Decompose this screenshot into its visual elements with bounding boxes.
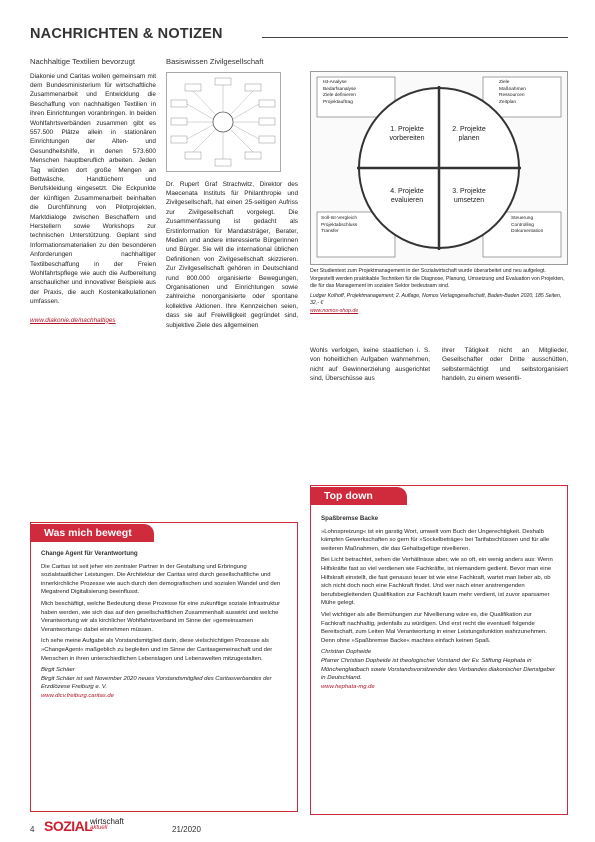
project-cycle-diagram bbox=[310, 71, 568, 265]
article-textiles-body: Diakonie und Caritas wollen gemeinsam mit dem Bundesministerium für wirtschaftliche Zusammenarbeit und Entwicklung die Beschaffung von nachhaltigen Textilien in ihren Einrichtungen voranbringen. In beiden Wohlfahrtsverbänden zusammen gibt es 557.500 Plätze allein in stationären Einrichtungen der Alten- und Gesundheitshilfe, in denen 573.600 Menschen hauptberuflich arbeiten. Jeden Tag würden dort große Mengen an Bettwäsche, Handtüchern und Berufskleidung eingesetzt. Die Eckpunkte der künftigen Zusammenarbeit beinhalten die Durchführung von Pilotprojekten, Marktdialoge zwischen Beschaffern und Herstellern sowie Workshops zur technischen Unterstützung. Geplant sind Informationsmaterialien zu den besonderen Anforderungen nachhaltiger Textilbeschaffung in der Freien Wohlfahrtspflege wie auch die Aufbereitung anschaulicher und innovativer Beispiele aus der Praxis, die auch Kostenkalkulationen umfassen. bbox=[30, 72, 156, 306]
box-top-down-sig1: Christian Dopheide bbox=[321, 649, 372, 656]
box-top-down bbox=[310, 485, 568, 815]
box-was-mich-bewegt-sig2: Birgit Schäer ist seit November 2020 neues Vorstandsmitglied des Caritasverbandes der Erzdiözese Freiburg e. V. bbox=[41, 675, 272, 691]
cycle-tr-item: Ressourcen bbox=[499, 93, 525, 98]
cycle-q1-label: 1. Projekte vorbereiten bbox=[389, 126, 425, 142]
logo-sub bbox=[90, 818, 124, 832]
cycle-q4-label: 3. Projekte umsetzen bbox=[452, 188, 486, 204]
box-was-mich-bewegt-title: Was mich bewegt bbox=[30, 524, 154, 542]
caption-link[interactable]: www.nomos-shop.de bbox=[310, 307, 359, 314]
cycle-tr-item: Zeitplan bbox=[499, 99, 517, 105]
box-was-mich-bewegt-p2: Mich beschäftigt, welche Bedeutung diese Prozesse für eine zukunftige soziale Infrastruktur haben werden, wie sich das auf den gesellschaftlichen Zusammenhalt auswirkt und welche Verantwortung wir als kirchlicher Wohlfahrtsverband im Sinne der »gemeinsamen Verantwortung« dabei einnehmen müssen. bbox=[41, 600, 281, 633]
caption-text: Der Studientext zum Projektmanagement in der Sozialwirtschaft wurde überarbeitet und neu aufgelegt. Vorgestellt werden praktikable Techniken für die Diagnose, Planung, Umsetzung und Evaluation von Projekten, die für das Management im sozialen Sektor bedeutsam sind. bbox=[310, 268, 565, 290]
cycle-tl-item: Ziele definieren bbox=[323, 93, 356, 98]
box-was-mich-bewegt-p3: Ich sehe meine Aufgabe als Vorstandsmitglied darin, diese vielschichtigen Prozesse als »ChangeAgent« maßgeblich zu begleiten und im Sinne der Caritasgemeinschaft und der Menschen in ihren unterschiedlichen Lebenslagen und Lebenswelten mitzugestalten. bbox=[41, 638, 273, 662]
cycle-tl-list bbox=[323, 80, 393, 106]
page-number: 4 bbox=[30, 825, 35, 834]
article-civil-society bbox=[166, 57, 298, 330]
logo-sub1: wirtschaft bbox=[90, 817, 124, 826]
cycle-br-list bbox=[511, 216, 559, 236]
cycle-tr-list bbox=[499, 80, 559, 106]
cycle-tl-item: Projektauftrag bbox=[323, 99, 353, 105]
cycle-bl-item: Transfer bbox=[321, 229, 339, 234]
article-civil-society-cont-a-body: Wohls verfolgen, keine staatlichen i. S. von hoheitlichen Aufgaben wahrnehmen, nicht auf Gewinnerzielung ausgerichtet sind, Überschüsse aus bbox=[310, 347, 430, 383]
box-top-down-subtitle: Spaßbremse Backe bbox=[321, 515, 379, 522]
caption-source: Ludger Kolhoff, Projektmanagement; 2. Auflage, Nomos Verlagsgesellschaft, Baden-Baden 2020, 185 Seiten, 32,- € bbox=[310, 292, 562, 307]
box-top-down-p2: Bei Licht betrachtet, sehen die Verhältnisse aber, wie so oft, ein wenig anders aus: Wenn Hilfskräfte fast so viel verdienen wie Fachkräfte, ist niemandem gedient. Bevor man eine Hilfskraft einstellt, die fast genauso teuer ist wie eine Fachkraft, wartet man lieber ab, ob sich nicht doch noch eine Fachkraft findet. Und wer nach einer anstrengenden berufsbegleitenden Qualifikation zur Fachkraft kaum mehr verdient, ist zuvor sparsamer Mühe gelegt. bbox=[321, 557, 553, 607]
header-rule bbox=[262, 37, 568, 38]
box-top-down-link[interactable]: www.hephata-mg.de bbox=[321, 683, 375, 690]
box-was-mich-bewegt-link[interactable]: www.dicv.freiburg.caritas.de bbox=[41, 692, 114, 699]
article-textiles-heading: Nachhaltige Textilien bevorzugt bbox=[30, 57, 135, 66]
logo-sub2: aktuell bbox=[90, 825, 108, 831]
section-title: NACHRICHTEN & NOTIZEN bbox=[30, 26, 223, 42]
cycle-tr-item: Maßnahmen bbox=[499, 86, 526, 92]
article-civil-society-heading: Basiswissen Zivilgesellschaft bbox=[166, 57, 264, 66]
article-textiles-link[interactable]: www.diakonie.de/nachhaltiges bbox=[30, 316, 116, 324]
cycle-bl-list bbox=[321, 216, 361, 236]
civil-society-diagram bbox=[166, 72, 281, 172]
civil-society-diagram-graphic bbox=[167, 73, 280, 171]
article-civil-society-body: Dr. Rupert Graf Strachwitz, Direktor des Maecenata Instituts für Philanthropie und Zivilgesellschaft, hat einen 25-seitigen Aufriss zur Zivilgesellschaft vorgelegt. Die Zusammenfassung ist gedacht als Erstinformation für Mandatsträger, Berater, Medien und andere interessierte Bürgerinnen und Bürger. Sie will die international üblichen Definitionen von Zivilgesellschaft skizzieren. Zur Zivilgesellschaft gehören in Deutschland rund 800.000 organisierte Bewegungen, Organisationen und Einrichtungen sowie zahlreiche nonorganisierte oder spontane kollektive Aktionen. Ihre Kennzeichen seien, dass sie auf Freiwilligkeit gegründet sind, subjektive Ziele des allgemeinen bbox=[166, 180, 298, 329]
diagram-caption bbox=[310, 268, 568, 316]
cycle-bl-item: Soll-Ist-Vergleich bbox=[321, 216, 357, 221]
box-was-mich-bewegt bbox=[30, 522, 298, 812]
article-civil-society-cont-a bbox=[310, 346, 430, 384]
box-was-mich-bewegt-sig1: Birgit Schäer bbox=[41, 667, 75, 674]
cycle-br-item: Steuerung bbox=[511, 216, 534, 221]
cycle-tl-item: Ist-Analyse bbox=[323, 80, 347, 85]
cycle-tr-item: Ziele bbox=[499, 80, 510, 85]
box-top-down-p1: »Lohnspreizung« ist ein garstig Wort, umwelt vom Buch der Ungerechtigkeit. Deshalb kämpfen Gewerkschaften so gern für »Sockelbeträge« bei Tarifabschlüssen und für alle weiteren Maßnahmen, die das Gehaltsgefüge nivellieren. bbox=[321, 528, 550, 552]
logo-main: SOZIAL bbox=[44, 818, 93, 834]
cycle-bl-item: Projektabschluss bbox=[321, 222, 358, 228]
cycle-tl-item: Bedarfsanalyse bbox=[323, 86, 357, 92]
issue-number: 21/2020 bbox=[172, 825, 201, 834]
box-was-mich-bewegt-p1: Die Caritas ist seit jeher ein zentraler Partner in der Gestaltung und Erbringung sozialstaatlicher Leistungen. Die Architektur der Caritas wird durch gesellschaftliche und innerkirchliche Prozesse wie auch durch den demografischen und sozialen Wandel und den Megatrend Digitalisierung beeinflusst. bbox=[41, 563, 281, 596]
box-top-down-title: Top down bbox=[310, 487, 407, 505]
box-top-down-sig2: Pfarrer Christian Dopheide ist theologischer Vorstand der Ev. Stiftung Hephata in Mönchengladbach sowie Vorstandsvorsitzender des Verbandes diakonischer Dienstgeber in Deutschland. bbox=[321, 657, 556, 682]
cycle-br-item: Controlling bbox=[511, 222, 534, 228]
cycle-q3-label: 4. Projekte evaluieren bbox=[390, 188, 424, 204]
article-textiles bbox=[30, 57, 156, 325]
box-was-mich-bewegt-subtitle: Change Agent für Verantwortung bbox=[41, 550, 138, 557]
cycle-q2-label: 2. Projekte planen bbox=[452, 126, 486, 142]
article-civil-society-cont-b-body: ihrer Tätigkeit nicht an Mitglieder, Gesellschafter oder Dritte ausschütten, selbstermächtigt und selbstorganisiert handeln, zu einem wesentli- bbox=[442, 347, 568, 383]
cycle-br-item: Dokumentation bbox=[511, 229, 544, 234]
box-top-down-p3: Viel wichtiger als alle Bemühungen zur Nivellierung wäre es, die Qualifikation zur Fachkraft nachhaltig, jedenfalls zu würdigen. Und erst recht die eventuell folgende Bereitschaft, zum Leiten Mal Verantwortung in einer Leistungsfunktion wahrzunehmen. Denn ohne »Spaßbremse Backe« machtes einfach keinen Spaß. bbox=[321, 611, 547, 644]
article-civil-society-cont-b bbox=[442, 346, 568, 384]
